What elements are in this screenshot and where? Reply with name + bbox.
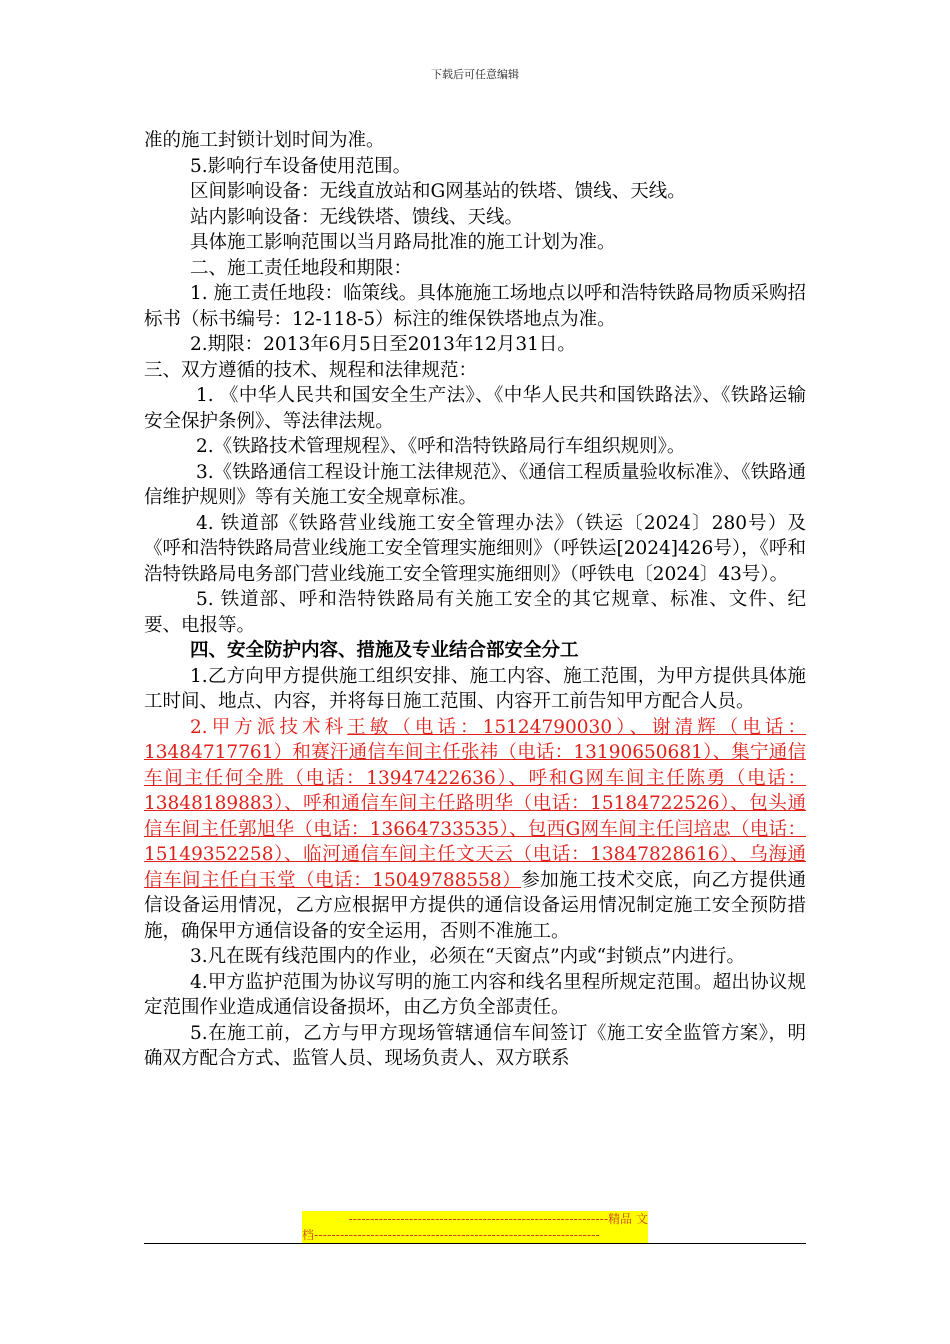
paragraph: 5.影响行车设备使用范围。	[190, 155, 412, 177]
paragraph: 站内影响设备：无线铁塔、馈线、天线。	[190, 206, 524, 228]
paragraph: 1.乙方向甲方提供施工组织安排、施工内容、施工范围，为甲方提供具体施工时间、地点、内容，并将每日施工范围、内容开工前告知甲方配合人员。	[144, 665, 806, 712]
section-heading: 三、双方遵循的技术、规程和法律规范：	[144, 359, 478, 381]
section-heading: 二、施工责任地段和期限：	[190, 257, 413, 279]
document-body	[144, 128, 806, 1072]
footer-line-2: 档------------------------------------------------------------------	[302, 1227, 648, 1243]
paragraph: 3.《铁路通信工程设计施工法律规范》、《通信工程质量验收标准》、《铁路通信维护规则》等有关施工安全规章标准。	[144, 461, 806, 508]
paragraph: 区间影响设备：无线直放站和G网基站的铁塔、馈线、天线。	[190, 181, 686, 202]
paragraph: 2.《铁路技术管理规程》、《呼和浩特铁路局行车组织规则》。	[196, 436, 686, 457]
paragraph: 5. 铁道部、呼和浩特铁路局有关施工安全的其它规章、标准、文件、纪要、电报等。	[144, 589, 806, 636]
paragraph: 具体施工影响范围以当月路局批准的施工计划为准。	[190, 232, 616, 253]
contacts-tail: 参加施工技术交底，向乙方提供通信设备运用情况，乙方应根据甲方提供的通信设备运用情况制定施工安全预防措施，确保甲方通信设备的安全运用，否则不准施工。	[144, 869, 806, 942]
paragraph: 3.凡在既有线范围内的作业，必须在“天窗点”内或“封锁点”内进行。	[190, 946, 745, 967]
paragraph: 准的施工封锁计划时间为准。	[144, 130, 385, 151]
paragraph: 4. 铁道部《铁路营业线施工安全管理办法》（铁运〔2024〕280号）及《呼和浩特铁路局营业线施工安全管理实施细则》（呼铁运[2024]426号），《呼和浩特铁路局电务部门营业线施工安全管理实施细则》（呼铁电〔2024〕43号）。	[144, 512, 806, 585]
page-header: 下载后可任意编辑	[431, 68, 519, 81]
paragraph: 2.期限：2013年6月5日至2013年12月31日。	[190, 334, 576, 355]
section-heading: 四、安全防护内容、措施及专业结合部安全分工	[190, 640, 579, 661]
paragraph: 5.在施工前，乙方与甲方现场管辖通信车间签订《施工安全监管方案》，明确双方配合方式、监管人员、现场负责人、双方联系	[144, 1022, 806, 1069]
footer-rule	[144, 1243, 806, 1244]
paragraph-contacts	[144, 715, 806, 945]
footer-watermark	[302, 1211, 648, 1243]
contacts-lead: 2.甲方派技术科	[190, 716, 348, 738]
paragraph: 1. 《中华人民共和国安全生产法》、《中华人民共和国铁路法》、《铁路运输安全保护条例》、等法律法规。	[144, 385, 806, 432]
footer-line-1: ------------------------------------------------------------精品 文	[302, 1211, 648, 1227]
contacts-list: 王敏（电话：15124790030）、谢清辉（电话：13484717761）和赛汗通信车间主任张祎（电话：13190650681）、集宁通信车间主任何全胜（电话：13947422636）、呼和G网车间主任陈勇（电话：13848189883）、呼和通信车间主任路明华（电话：15184722526）、包头通信车间主任郭旭华（电话：13664733535）、包西G网车间主任闫培忠（电话：15149352258）、临河通信车间主任文天云（电话：13847828616）、乌海通信车间主任白玉堂（电话：15049788558）	[144, 716, 806, 891]
paragraph: 4.甲方监护范围为协议写明的施工内容和线名里程所规定范围。超出协议规定范围作业造成通信设备损坏，由乙方负全部责任。	[144, 971, 806, 1018]
paragraph: 1. 施工责任地段：临策线。具体施施工场地点以呼和浩特铁路局物质采购招标书（标书编号：12-118-5）标注的维保铁塔地点为准。	[144, 283, 806, 330]
